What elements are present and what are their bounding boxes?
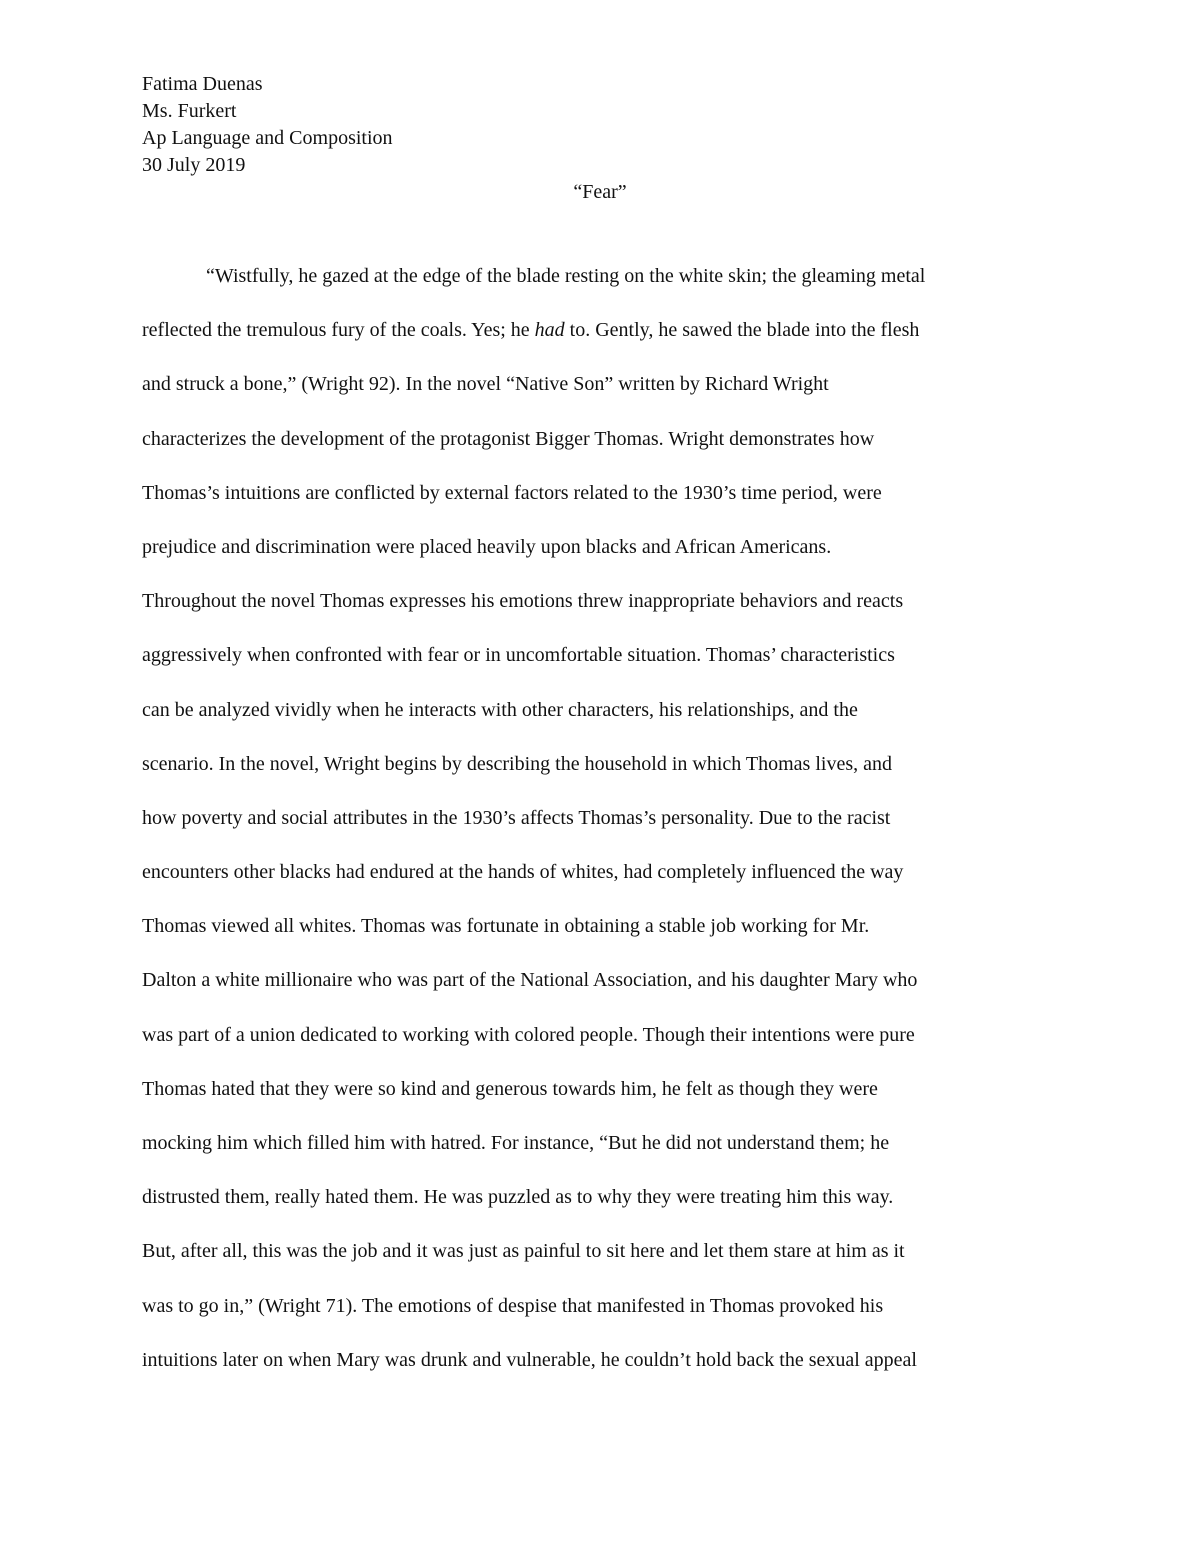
- body-line: mocking him which filled him with hatred. For instance, “But he did not understand them; he: [142, 1132, 890, 1154]
- body-line: Thomas hated that they were so kind and generous towards him, he felt as though they were: [142, 1077, 878, 1100]
- body-line: Throughout the novel Thomas expresses his emotions threw inappropriate behaviors and reacts: [142, 590, 904, 613]
- italic-emphasis: had: [534, 319, 565, 342]
- body-line: encounters other blacks had endured at the hands of whites, had completely influenced the way: [142, 861, 904, 884]
- body-line: aggressively when confronted with fear or in uncomfortable situation. Thomas’ characteristics: [142, 644, 895, 667]
- body-line: was to go in,” (Wright 71). The emotions of despise that manifested in Thomas provoked his: [142, 1294, 884, 1317]
- body-line: scenario. In the novel, Wright begins by describing the household in which Thomas lives, and: [142, 752, 892, 775]
- body-line-text: to. Gently, he sawed the blade into the flesh: [564, 319, 920, 342]
- body-line: and struck a bone,” (Wright 92). In the novel “Native Son” written by Richard Wright: [142, 373, 829, 396]
- teacher-name: Ms. Furkert: [142, 100, 237, 122]
- course-name: Ap Language and Composition: [142, 127, 393, 149]
- body-line: Dalton a white millionaire who was part of the National Association, and his daughter Mary who: [142, 969, 918, 992]
- body-line: intuitions later on when Mary was drunk and vulnerable, he couldn’t hold back the sexual appeal: [142, 1348, 917, 1371]
- essay-date: 30 July 2019: [142, 154, 246, 176]
- body-line: “Wistfully, he gazed at the edge of the blade resting on the white skin; the gleaming metal: [206, 265, 926, 287]
- body-line: But, after all, this was the job and it was just as painful to sit here and let them stare at him as it: [142, 1240, 905, 1263]
- body-line: can be analyzed vividly when he interacts with other characters, his relationships, and the: [142, 698, 858, 721]
- heading-block: [142, 71, 393, 179]
- body-line: prejudice and discrimination were placed heavily upon blacks and African Americans.: [142, 535, 832, 558]
- body-line: how poverty and social attributes in the 1930’s affects Thomas’s personality. Due to the racist: [142, 806, 891, 829]
- body-line: Thomas’s intuitions are conflicted by external factors related to the 1930’s time period, were: [142, 481, 882, 504]
- body-line: [142, 315, 1062, 369]
- essay-title: “Fear”: [573, 181, 627, 203]
- body-line: was part of a union dedicated to working with colored people. Though their intentions were pure: [142, 1023, 915, 1046]
- body-line-text: reflected the tremulous fury of the coals. Yes; he: [142, 319, 535, 342]
- essay-body: [142, 261, 1062, 1399]
- body-line: Thomas viewed all whites. Thomas was fortunate in obtaining a stable job working for Mr.: [142, 915, 870, 938]
- author-name: Fatima Duenas: [142, 73, 263, 95]
- body-line: characterizes the development of the protagonist Bigger Thomas. Wright demonstrates how: [142, 427, 875, 450]
- body-line: distrusted them, really hated them. He was puzzled as to why they were treating him this way.: [142, 1186, 894, 1209]
